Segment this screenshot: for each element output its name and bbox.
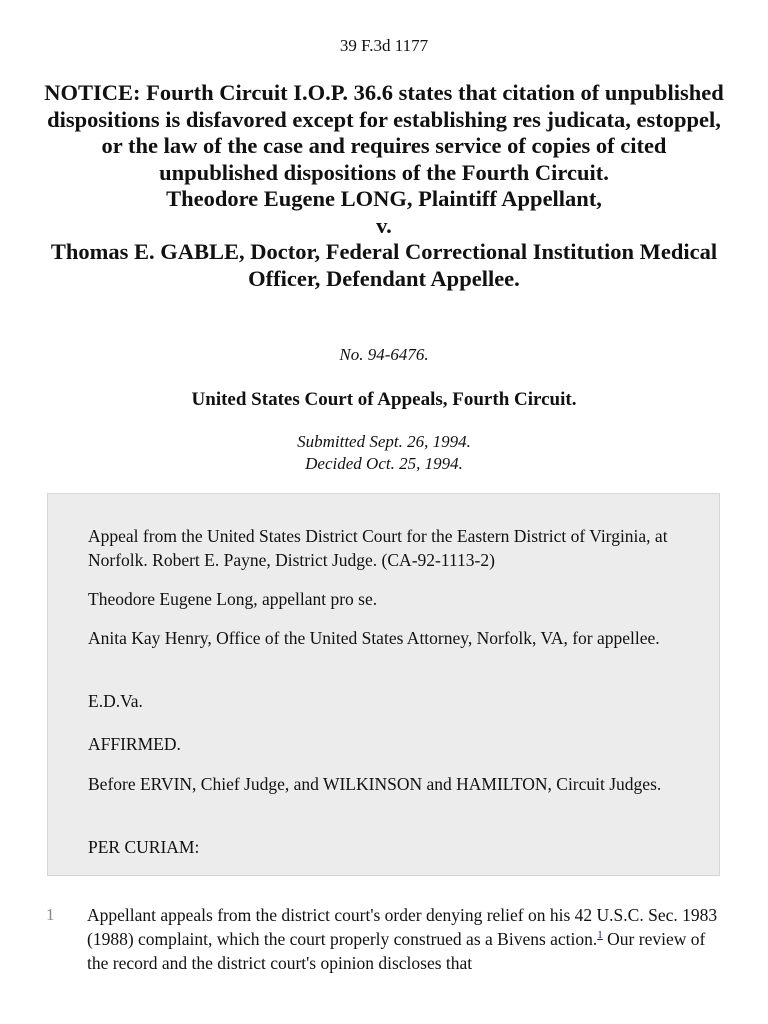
paragraph-number: 1 [46,905,55,924]
defendant-name: Thomas E. GABLE, Doctor, Federal Correctional Institution Medical Officer, Defendant Appellee. [50,239,718,291]
decision-dates [0,431,768,475]
paragraph-text-start: Appellant appeals from the district court's order denying relief on his 42 U.S.C. Sec. 1983 (1988) complaint, which the court properly construed as a Bivens action. [87,905,718,949]
paragraph-text [87,903,727,975]
docket-number: No. 94-6476. [339,345,429,364]
panel: Before ERVIN, Chief Judge, and WILKINSON and HAMILTON, Circuit Judges. [88,774,662,794]
disposition: AFFIRMED. [88,734,181,754]
footnote-link[interactable]: 1 [597,929,603,942]
submitted-date: Submitted Sept. 26, 1994. [297,432,471,451]
paragraph-text-end: Our review of the record and the district court's opinion discloses that [87,929,706,973]
appellee-counsel: Anita Kay Henry, Office of the United States Attorney, Norfolk, VA, for appellee. [88,628,660,648]
opinion-author: PER CURIAM: [88,837,200,857]
case-info-box [47,493,720,876]
appellant-counsel: Theodore Eugene Long, appellant pro se. [88,589,378,609]
notice-text: NOTICE: Fourth Circuit I.O.P. 36.6 states that citation of unpublished dispositions is disfavored except for establishing res judicata, estoppel, or the law of the case and requires service of copies of cited unpublished dispositions of the Fourth Circuit. [44,80,724,185]
court-name: United States Court of Appeals, Fourth Circuit. [191,389,577,410]
appeal-info: Appeal from the United States District Court for the Eastern District of Virginia, at Norfolk. Robert E. Payne, District Judge. (CA-92-1113-2) [88,526,668,570]
plaintiff-name: Theodore Eugene LONG, Plaintiff Appellant, [166,186,602,211]
decided-date: Decided Oct. 25, 1994. [305,454,463,473]
versus: v. [376,212,392,238]
citation: 39 F.3d 1177 [339,36,429,55]
district: E.D.Va. [88,691,143,711]
case-heading [40,80,728,292]
